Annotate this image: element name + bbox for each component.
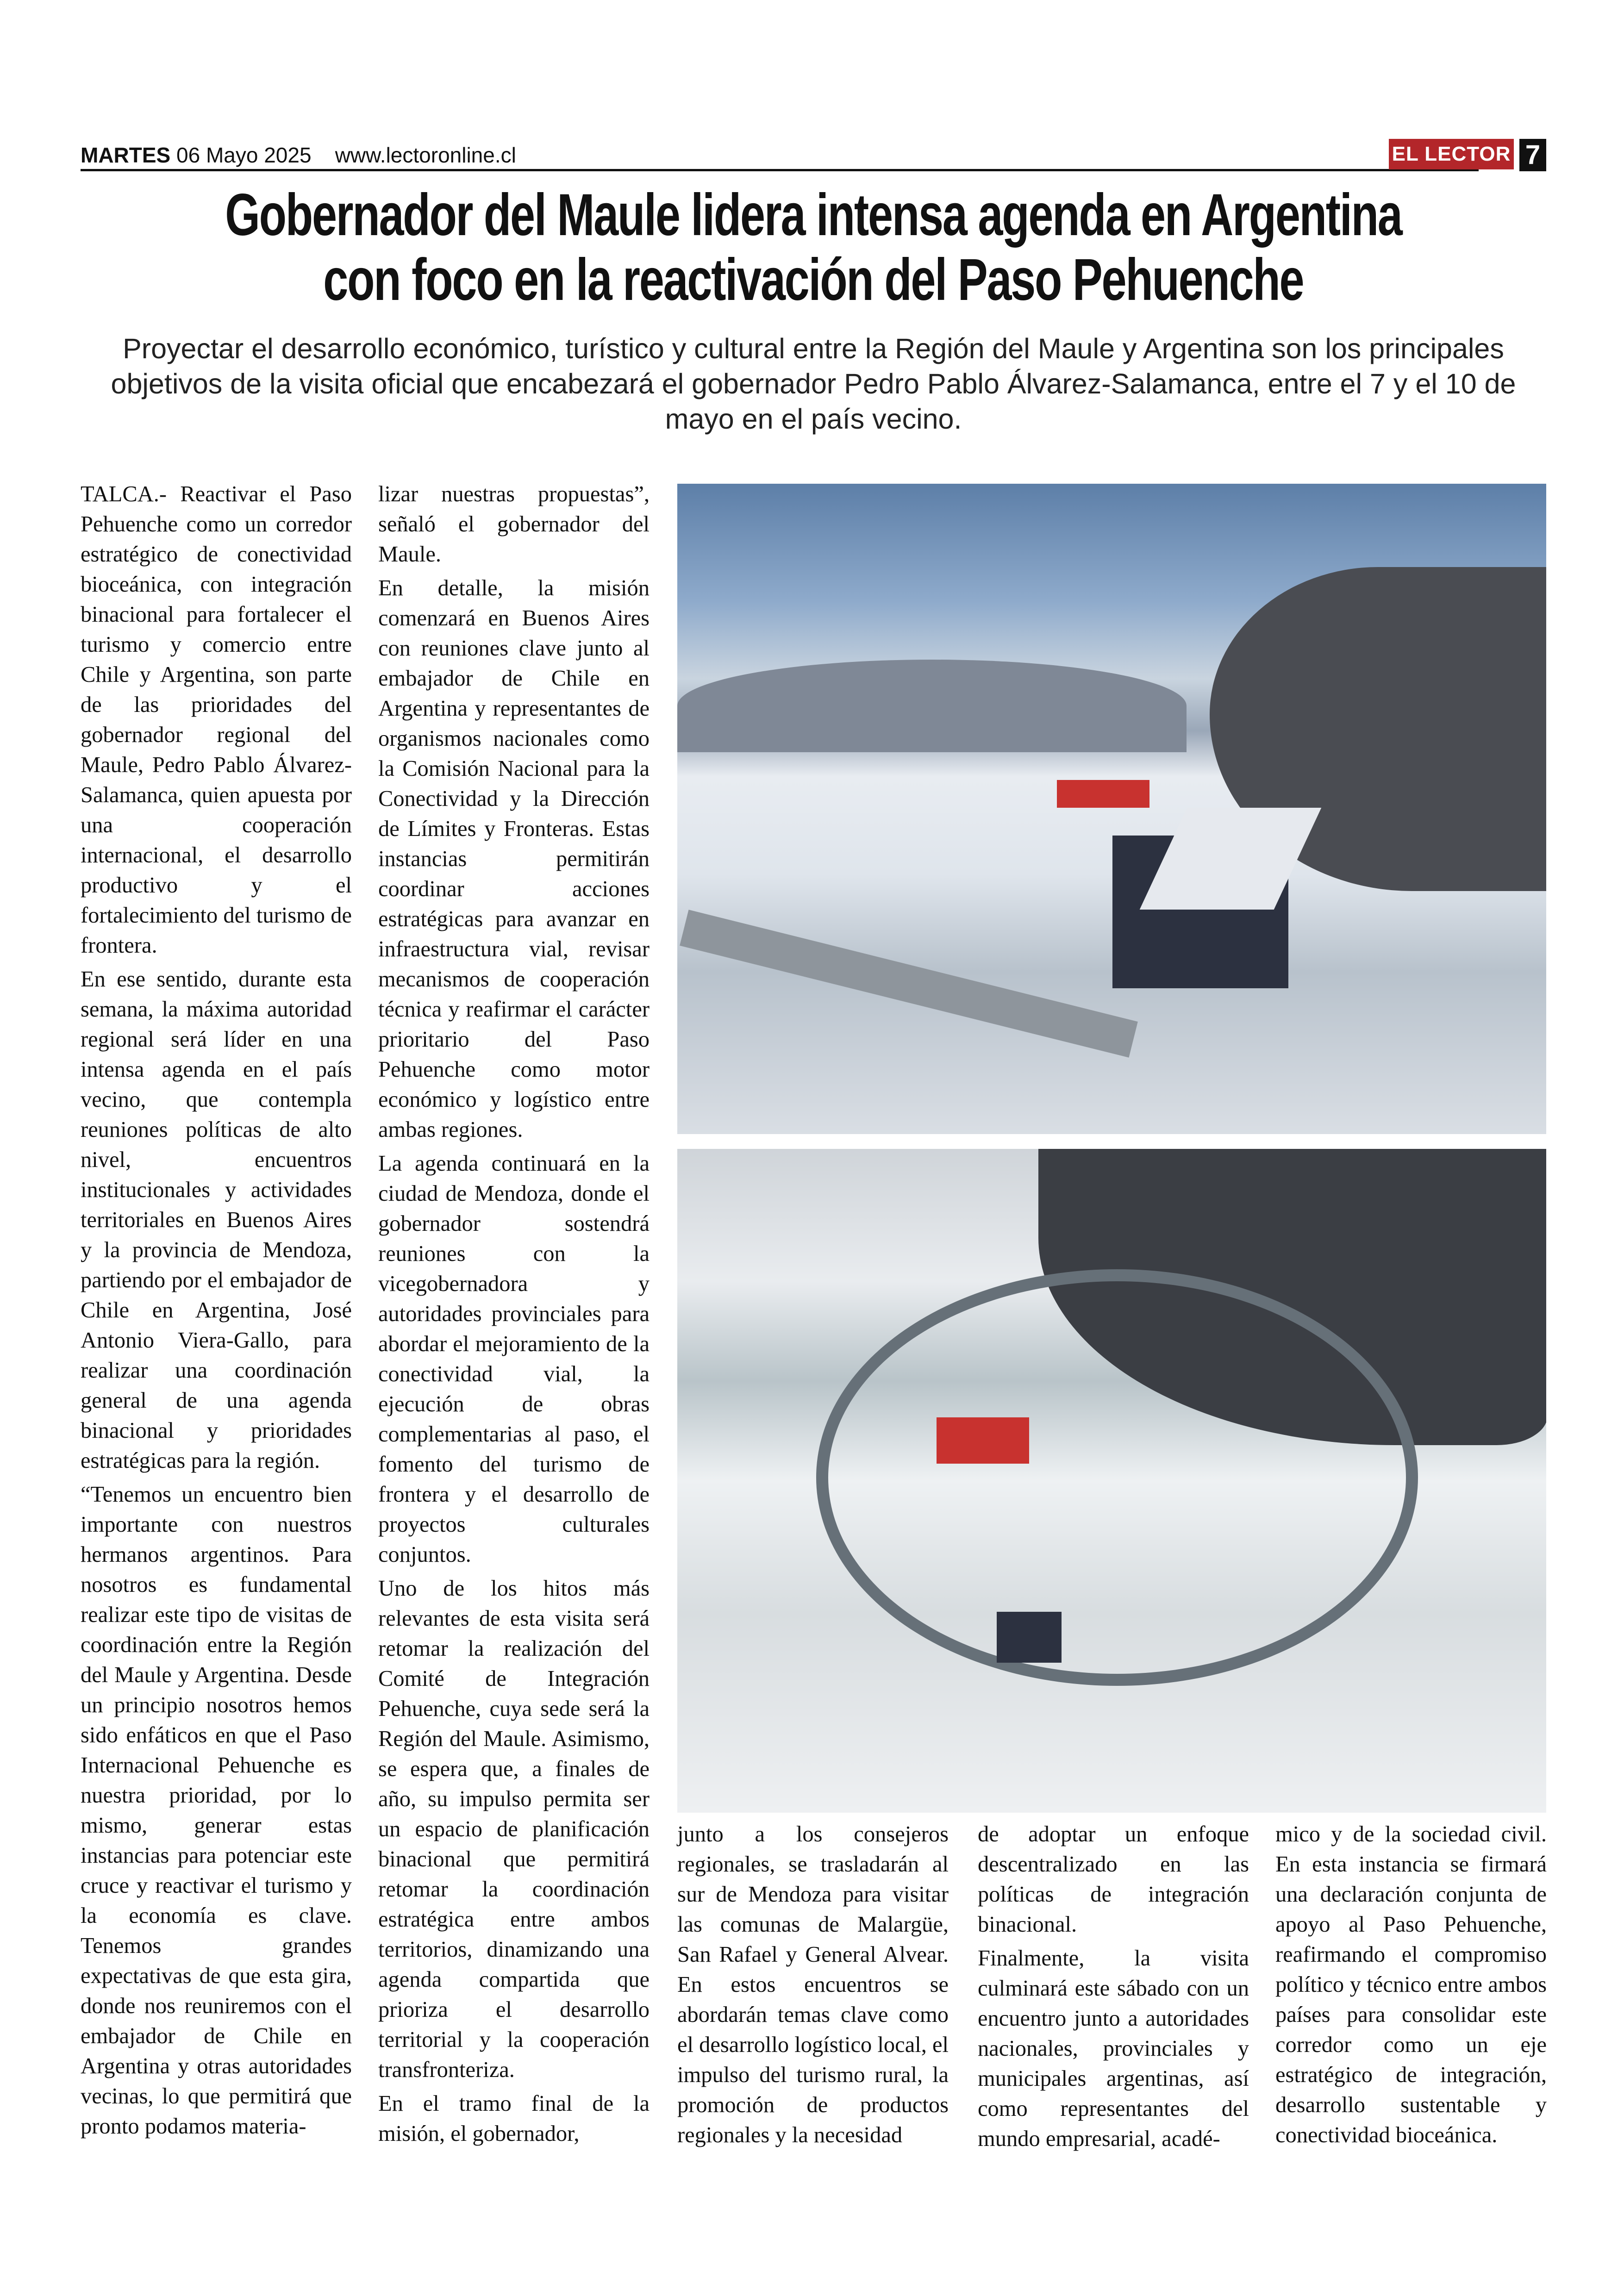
paragraph: Uno de los hitos más relevantes de esta visita será retomar la realización del Comité de Integración Pehuenche, cuya sede será la Región del Maule. Asimismo, se espera que, a finales de año, su impulso permita ser un espacio de planificación binacional que permitirá retomar la coordinación estratégica entre ambos territorios, dinamizando una agenda compartida que prioriza el desarrollo territorial y la cooperación transfronteriza. (378, 1576, 650, 2082)
article-column-1 (81, 479, 352, 2145)
paragraph: La agenda continuará en la ciudad de Mendoza, donde el gobernador sostendrá reuniones con la vicegobernadora y autoridades provinciales para abordar el mejoramiento de la conectividad vial, la ejecución de obras complementarias al paso, el fomento del turismo de frontera y el desarrollo de proyectos culturales conjuntos. (378, 1151, 650, 1567)
date: 06 Mayo 2025 (176, 143, 312, 167)
photo-border-complex-snow (677, 484, 1546, 1134)
paragraph: junto a los consejeros regionales, se trasladarán al sur de Mendoza para visitar las comunas de Malargüe, San Rafael y General Alvear. En estos encuentros se abordarán temas clave como el desarrollo logístico local, el impulso del turismo rural, la promoción de productos regionales y la necesidad (677, 1822, 949, 2147)
photo-aerial-pass-valley (677, 1149, 1546, 1813)
article-column-3 (677, 1819, 949, 2154)
paragraph: lizar nuestras propuestas”, señaló el gobernador del Maule. (378, 482, 650, 567)
paragraph: En ese sentido, durante esta semana, la máxima autoridad regional será líder en una intensa agenda en el país vecino, que contempla reuniones políticas de alto nivel, encuentros institucionales y actividades territoriales en Buenos Aires y la provincia de Mendoza, partiendo por el embajador de Chile en Argentina, José Antonio Viera-Gallo, para realizar una coordinación general de una agenda binacional y prioridades estratégicas para la región. (81, 967, 352, 1473)
paragraph: de adoptar un enfoque descentralizado en las políticas de integración binacional. (978, 1822, 1249, 1937)
page-header (81, 139, 1546, 171)
article-column-4 (978, 1819, 1249, 2158)
headline-row-2 (81, 248, 1546, 312)
article-column-5 (1275, 1819, 1547, 2154)
paragraph: En detalle, la misión comenzará en Buenos Aires con reuniones clave junto al embajador de Chile en Argentina y representantes de organismos nacionales como la Comisión Nacional para la Conectividad y la Dirección de Límites y Fronteras. Estas instancias permitirán coordinar acciones estratégicas para avanzar en infraestructura vial, revisar mecanismos de cooperación técnica y reafirmar el carácter prioritario del Paso Pehuenche como motor económico y logístico entre ambas regiones. (378, 576, 650, 1142)
paragraph: Finalmente, la visita culminará este sábado con un encuentro junto a autoridades nacionales, provinciales y municipales argentinas, así como representantes del mundo empresarial, acadé- (978, 1946, 1249, 2151)
headline-row-1 (81, 183, 1546, 248)
headline (81, 183, 1546, 312)
paragraph: TALCA.- Reactivar el Paso Pehuenche como un corredor estratégico de conectividad bioceánica, con integración binacional para fortalecer el turismo y comercio entre Chile y Argentina, son parte de las prioridades del gobernador regional del Maule, Pedro Pablo Álvarez-Salamanca, quien apuesta por una cooperación internacional, el desarrollo productivo y el fortalecimiento del turismo de frontera. (81, 482, 352, 958)
subheadline: Proyectar el desarrollo económico, turístico y cultural entre la Región del Maule y Argentina son los principales objetivos de la visita oficial que encabezará el gobernador Pedro Pablo Álvarez-Salamanca, entre el 7 y el 10 de mayo en el país vecino. (111, 333, 1516, 435)
paragraph: En el tramo final de la misión, el gobernador, (378, 2091, 650, 2146)
headline-line-1: Gobernador del Maule lidera intensa agenda en Argentina (225, 182, 1402, 248)
header-rule (81, 169, 1479, 171)
website-link[interactable]: www.lectoronline.cl (335, 143, 516, 167)
headline-line-2: con foco en la reactivación del Paso Pehuenche (323, 247, 1304, 313)
issue-date (81, 143, 516, 168)
page-number: 7 (1519, 139, 1546, 171)
weekday: MARTES (81, 143, 171, 167)
newspaper-logo: EL LECTOR (1389, 139, 1514, 169)
article-column-2 (378, 479, 650, 2152)
paragraph: “Tenemos un encuentro bien importante con nuestros hermanos argentinos. Para nosotros es fundamental realizar este tipo de visitas de coordinación entre la Región del Maule y Argentina. Desde un principio nosotros hemos sido enfáticos en que el Paso Internacional Pehuenche es nuestra prioridad, por lo mismo, generar estas instancias para potenciar este cruce y reactivar el turismo y la economía es clave. Tenemos grandes expectativas de que esta gira, donde nos reuniremos con el embajador de Chile en Argentina y otras autoridades vecinas, lo que permitirá que pronto podamos materia- (81, 1482, 352, 2139)
paragraph: mico y de la sociedad civil. En esta instancia se firmará una declaración conjunta de apoyo al Paso Pehuenche, reafirmando el compromiso político y técnico entre ambos países para consolidar este corredor como un eje estratégico de integración, desarrollo sustentable y conectividad bioceánica. (1275, 1822, 1547, 2147)
